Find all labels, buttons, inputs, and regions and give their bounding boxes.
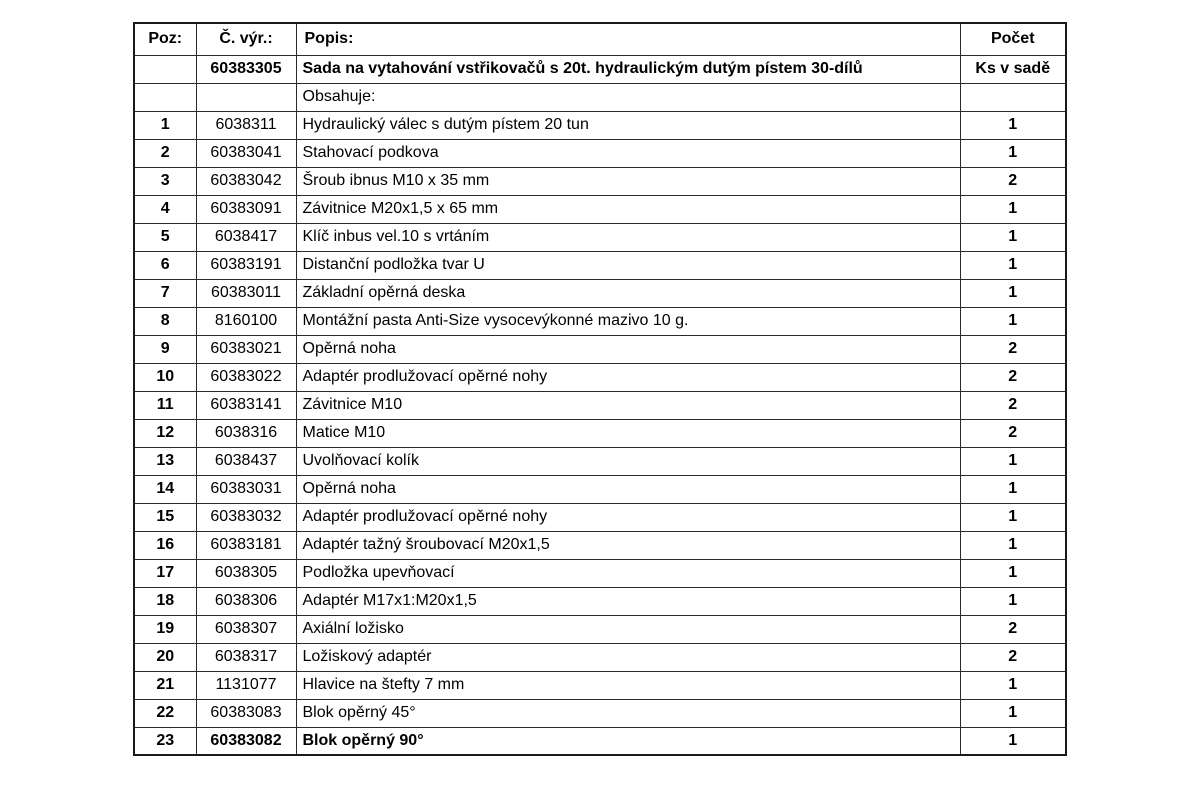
table-row	[134, 503, 1066, 531]
row-poz: 23	[134, 727, 196, 755]
header-cislo: Č. výr.:	[196, 23, 296, 55]
row-poz: 9	[134, 335, 196, 363]
contains-cislo	[196, 83, 296, 111]
row-pocet: 1	[960, 139, 1066, 167]
set-cislo: 60383305	[196, 55, 296, 83]
set-poz	[134, 55, 196, 83]
row-poz: 2	[134, 139, 196, 167]
row-popis: Závitnice M20x1,5 x 65 mm	[296, 195, 960, 223]
row-pocet: 1	[960, 111, 1066, 139]
row-poz: 13	[134, 447, 196, 475]
row-poz: 5	[134, 223, 196, 251]
row-cislo: 6038417	[196, 223, 296, 251]
table-row	[134, 307, 1066, 335]
row-poz: 22	[134, 699, 196, 727]
row-pocet: 2	[960, 643, 1066, 671]
row-popis: Blok opěrný 90°	[296, 727, 960, 755]
table-row	[134, 615, 1066, 643]
row-pocet: 1	[960, 699, 1066, 727]
row-cislo: 60383011	[196, 279, 296, 307]
row-cislo: 60383191	[196, 251, 296, 279]
row-poz: 7	[134, 279, 196, 307]
row-popis: Opěrná noha	[296, 335, 960, 363]
table-row	[134, 167, 1066, 195]
table-row	[134, 727, 1066, 755]
row-pocet: 1	[960, 587, 1066, 615]
table-row	[134, 671, 1066, 699]
set-row	[134, 55, 1066, 83]
row-cislo: 60383083	[196, 699, 296, 727]
row-pocet: 1	[960, 307, 1066, 335]
row-popis: Hlavice na štefty 7 mm	[296, 671, 960, 699]
table-row	[134, 111, 1066, 139]
row-cislo: 60383021	[196, 335, 296, 363]
row-cislo: 60383091	[196, 195, 296, 223]
row-pocet: 1	[960, 531, 1066, 559]
row-poz: 10	[134, 363, 196, 391]
row-pocet: 2	[960, 363, 1066, 391]
row-popis: Adaptér tažný šroubovací M20x1,5	[296, 531, 960, 559]
row-popis: Hydraulický válec s dutým pístem 20 tun	[296, 111, 960, 139]
row-popis: Distanční podložka tvar U	[296, 251, 960, 279]
row-poz: 16	[134, 531, 196, 559]
row-popis: Závitnice M10	[296, 391, 960, 419]
row-poz: 17	[134, 559, 196, 587]
header-popis: Popis:	[296, 23, 960, 55]
row-cislo: 60383181	[196, 531, 296, 559]
contains-label: Obsahuje:	[296, 83, 960, 111]
row-popis: Axiální ložisko	[296, 615, 960, 643]
row-pocet: 1	[960, 671, 1066, 699]
table-row	[134, 223, 1066, 251]
row-pocet: 2	[960, 391, 1066, 419]
row-poz: 15	[134, 503, 196, 531]
row-poz: 14	[134, 475, 196, 503]
row-popis: Stahovací podkova	[296, 139, 960, 167]
row-poz: 6	[134, 251, 196, 279]
row-cislo: 6038311	[196, 111, 296, 139]
row-cislo: 60383041	[196, 139, 296, 167]
row-cislo: 8160100	[196, 307, 296, 335]
row-popis: Matice M10	[296, 419, 960, 447]
table-row	[134, 419, 1066, 447]
row-pocet: 1	[960, 727, 1066, 755]
row-popis: Adaptér prodlužovací opěrné nohy	[296, 363, 960, 391]
header-row	[134, 23, 1066, 55]
row-cislo: 60383141	[196, 391, 296, 419]
set-pocet: Ks v sadě	[960, 55, 1066, 83]
header-poz: Poz:	[134, 23, 196, 55]
row-pocet: 1	[960, 223, 1066, 251]
row-cislo: 60383082	[196, 727, 296, 755]
row-pocet: 1	[960, 503, 1066, 531]
row-popis: Šroub ibnus M10 x 35 mm	[296, 167, 960, 195]
row-pocet: 1	[960, 475, 1066, 503]
contains-row	[134, 83, 1066, 111]
row-cislo: 60383022	[196, 363, 296, 391]
parts-table	[133, 22, 1067, 756]
table-row	[134, 447, 1066, 475]
row-pocet: 1	[960, 447, 1066, 475]
table-row	[134, 391, 1066, 419]
row-popis: Adaptér prodlužovací opěrné nohy	[296, 503, 960, 531]
contains-poz	[134, 83, 196, 111]
row-cislo: 6038317	[196, 643, 296, 671]
row-popis: Montážní pasta Anti-Size vysocevýkonné mazivo 10 g.	[296, 307, 960, 335]
row-cislo: 6038305	[196, 559, 296, 587]
table-row	[134, 699, 1066, 727]
set-popis: Sada na vytahování vstřikovačů s 20t. hydraulickým dutým pístem 30-dílů	[296, 55, 960, 83]
row-popis: Podložka upevňovací	[296, 559, 960, 587]
row-poz: 4	[134, 195, 196, 223]
parts-table-body	[134, 23, 1066, 755]
row-popis: Základní opěrná deska	[296, 279, 960, 307]
row-poz: 21	[134, 671, 196, 699]
row-cislo: 6038316	[196, 419, 296, 447]
row-pocet: 2	[960, 167, 1066, 195]
table-row	[134, 363, 1066, 391]
row-poz: 3	[134, 167, 196, 195]
row-popis: Uvolňovací kolík	[296, 447, 960, 475]
row-cislo: 60383042	[196, 167, 296, 195]
row-popis: Ložiskový adaptér	[296, 643, 960, 671]
contains-pocet	[960, 83, 1066, 111]
row-cislo: 6038437	[196, 447, 296, 475]
table-row	[134, 559, 1066, 587]
row-poz: 12	[134, 419, 196, 447]
table-row	[134, 279, 1066, 307]
row-pocet: 2	[960, 335, 1066, 363]
row-cislo: 6038306	[196, 587, 296, 615]
row-popis: Opěrná noha	[296, 475, 960, 503]
row-pocet: 2	[960, 419, 1066, 447]
row-popis: Blok opěrný 45°	[296, 699, 960, 727]
row-pocet: 1	[960, 279, 1066, 307]
row-poz: 1	[134, 111, 196, 139]
row-popis: Adaptér M17x1:M20x1,5	[296, 587, 960, 615]
row-popis: Klíč inbus vel.10 s vrtáním	[296, 223, 960, 251]
row-poz: 19	[134, 615, 196, 643]
row-cislo: 60383031	[196, 475, 296, 503]
table-row	[134, 475, 1066, 503]
row-pocet: 1	[960, 195, 1066, 223]
row-pocet: 1	[960, 559, 1066, 587]
row-cislo: 1131077	[196, 671, 296, 699]
row-cislo: 6038307	[196, 615, 296, 643]
table-row	[134, 195, 1066, 223]
table-row	[134, 531, 1066, 559]
header-pocet: Počet	[960, 23, 1066, 55]
row-poz: 8	[134, 307, 196, 335]
table-row	[134, 643, 1066, 671]
row-pocet: 2	[960, 615, 1066, 643]
table-row	[134, 251, 1066, 279]
row-poz: 20	[134, 643, 196, 671]
row-poz: 18	[134, 587, 196, 615]
table-row	[134, 587, 1066, 615]
table-row	[134, 139, 1066, 167]
table-row	[134, 335, 1066, 363]
row-pocet: 1	[960, 251, 1066, 279]
row-poz: 11	[134, 391, 196, 419]
row-cislo: 60383032	[196, 503, 296, 531]
